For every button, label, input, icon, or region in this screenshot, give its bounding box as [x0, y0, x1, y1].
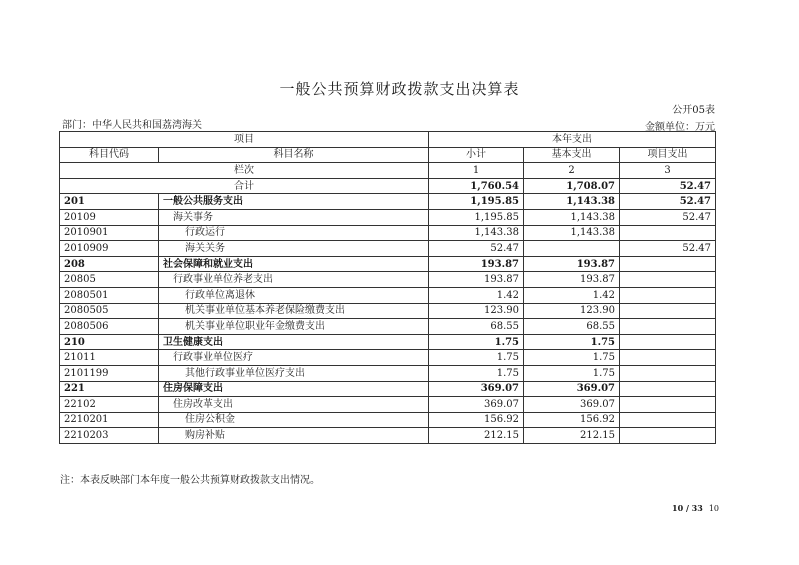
table-row — [60, 256, 716, 272]
row-basic: 1.42 — [524, 287, 620, 303]
row-subtotal: 193.87 — [429, 272, 524, 288]
table-row — [60, 225, 716, 241]
row-name: 机关事业单位基本养老保险缴费支出 — [159, 303, 429, 319]
row-basic: 369.07 — [524, 381, 620, 397]
row-name: 行政运行 — [159, 225, 429, 241]
table-row — [60, 350, 716, 366]
header-name: 科目名称 — [159, 147, 429, 163]
row-name: 行政单位离退休 — [159, 287, 429, 303]
header-basic: 基本支出 — [524, 147, 620, 163]
total-subtotal: 1,760.54 — [429, 178, 524, 194]
row-subtotal: 123.90 — [429, 303, 524, 319]
row-project: 52.47 — [620, 209, 716, 225]
row-project — [620, 225, 716, 241]
row-project — [620, 287, 716, 303]
header-code: 科目代码 — [60, 147, 159, 163]
row-basic: 1.75 — [524, 334, 620, 350]
row-subtotal: 369.07 — [429, 381, 524, 397]
row-project — [620, 381, 716, 397]
column-index-row — [60, 163, 716, 179]
total-project: 52.47 — [620, 178, 716, 194]
total-basic: 1,708.07 — [524, 178, 620, 194]
row-subtotal: 369.07 — [429, 397, 524, 413]
row-code: 2010909 — [60, 241, 159, 257]
row-project: 52.47 — [620, 241, 716, 257]
row-project — [620, 350, 716, 366]
table-row — [60, 334, 716, 350]
row-name: 卫生健康支出 — [159, 334, 429, 350]
column-index-3: 3 — [620, 163, 716, 179]
unit-label: 金额单位：万元 — [645, 122, 715, 133]
row-subtotal: 1,195.85 — [429, 209, 524, 225]
row-name: 购房补贴 — [159, 428, 429, 444]
row-basic: 193.87 — [524, 272, 620, 288]
row-basic: 1,143.38 — [524, 209, 620, 225]
row-code: 2210201 — [60, 412, 159, 428]
row-code: 20109 — [60, 209, 159, 225]
table-row — [60, 209, 716, 225]
row-name: 一般公共服务支出 — [159, 194, 429, 210]
row-basic: 1.75 — [524, 365, 620, 381]
row-basic: 68.55 — [524, 319, 620, 335]
row-code: 208 — [60, 256, 159, 272]
table-row — [60, 241, 716, 257]
row-subtotal: 193.87 — [429, 256, 524, 272]
header-row-2 — [60, 147, 716, 163]
table-row — [60, 428, 716, 444]
table-row — [60, 194, 716, 210]
row-basic — [524, 241, 620, 257]
department-label: 部门：中华人民共和国荔湾海关 — [62, 120, 202, 131]
row-project — [620, 303, 716, 319]
page-sub: 10 — [708, 504, 719, 513]
row-subtotal: 212.15 — [429, 428, 524, 444]
row-code: 2010901 — [60, 225, 159, 241]
table-note: 注：本表反映部门本年度一般公共预算财政拨款支出情况。 — [60, 475, 320, 486]
row-subtotal: 1.75 — [429, 350, 524, 366]
row-code: 221 — [60, 381, 159, 397]
table-row — [60, 365, 716, 381]
column-index-label: 栏次 — [60, 163, 429, 179]
row-subtotal: 68.55 — [429, 319, 524, 335]
header-current-year: 本年支出 — [429, 132, 716, 148]
table-row — [60, 397, 716, 413]
row-code: 2080506 — [60, 319, 159, 335]
row-name: 社会保障和就业支出 — [159, 256, 429, 272]
row-project — [620, 365, 716, 381]
row-project — [620, 397, 716, 413]
page-number — [672, 503, 719, 513]
row-code: 2101199 — [60, 365, 159, 381]
row-name: 住房保障支出 — [159, 381, 429, 397]
column-index-1: 1 — [429, 163, 524, 179]
row-project — [620, 272, 716, 288]
row-project — [620, 412, 716, 428]
total-row — [60, 178, 716, 194]
total-label: 合计 — [60, 178, 429, 194]
row-project — [620, 319, 716, 335]
column-index-2: 2 — [524, 163, 620, 179]
row-code: 2080501 — [60, 287, 159, 303]
row-project — [620, 428, 716, 444]
table-row — [60, 412, 716, 428]
row-basic: 212.15 — [524, 428, 620, 444]
header-project: 项目支出 — [620, 147, 716, 163]
row-basic: 369.07 — [524, 397, 620, 413]
table-row — [60, 319, 716, 335]
row-subtotal: 1.75 — [429, 365, 524, 381]
row-code: 22102 — [60, 397, 159, 413]
table-row — [60, 303, 716, 319]
row-code: 210 — [60, 334, 159, 350]
row-code: 2210203 — [60, 428, 159, 444]
row-name: 海关事务 — [159, 209, 429, 225]
row-subtotal: 1,195.85 — [429, 194, 524, 210]
row-name: 行政事业单位养老支出 — [159, 272, 429, 288]
table-row — [60, 381, 716, 397]
row-subtotal: 1.75 — [429, 334, 524, 350]
row-name: 海关关务 — [159, 241, 429, 257]
row-subtotal: 156.92 — [429, 412, 524, 428]
row-name: 住房公积金 — [159, 412, 429, 428]
row-name: 行政事业单位医疗 — [159, 350, 429, 366]
row-project — [620, 334, 716, 350]
expenditure-table — [59, 131, 716, 444]
row-project: 52.47 — [620, 194, 716, 210]
row-name: 其他行政事业单位医疗支出 — [159, 365, 429, 381]
row-code: 20805 — [60, 272, 159, 288]
page-current: 10 / 33 — [672, 503, 703, 513]
form-code: 公开05表 — [672, 105, 715, 116]
row-basic: 193.87 — [524, 256, 620, 272]
row-subtotal: 1.42 — [429, 287, 524, 303]
row-code: 2080505 — [60, 303, 159, 319]
row-code: 21011 — [60, 350, 159, 366]
row-subtotal: 1,143.38 — [429, 225, 524, 241]
header-row-1 — [60, 132, 716, 148]
header-subtotal: 小计 — [429, 147, 524, 163]
row-basic: 1.75 — [524, 350, 620, 366]
row-project — [620, 256, 716, 272]
row-basic: 123.90 — [524, 303, 620, 319]
document-title: 一般公共预算财政拨款支出决算表 — [279, 80, 520, 98]
row-basic: 156.92 — [524, 412, 620, 428]
row-name: 住房改革支出 — [159, 397, 429, 413]
row-name: 机关事业单位职业年金缴费支出 — [159, 319, 429, 335]
row-code: 201 — [60, 194, 159, 210]
table-row — [60, 272, 716, 288]
row-subtotal: 52.47 — [429, 241, 524, 257]
table-row — [60, 287, 716, 303]
row-basic: 1,143.38 — [524, 194, 620, 210]
header-item: 项目 — [60, 132, 429, 148]
row-basic: 1,143.38 — [524, 225, 620, 241]
